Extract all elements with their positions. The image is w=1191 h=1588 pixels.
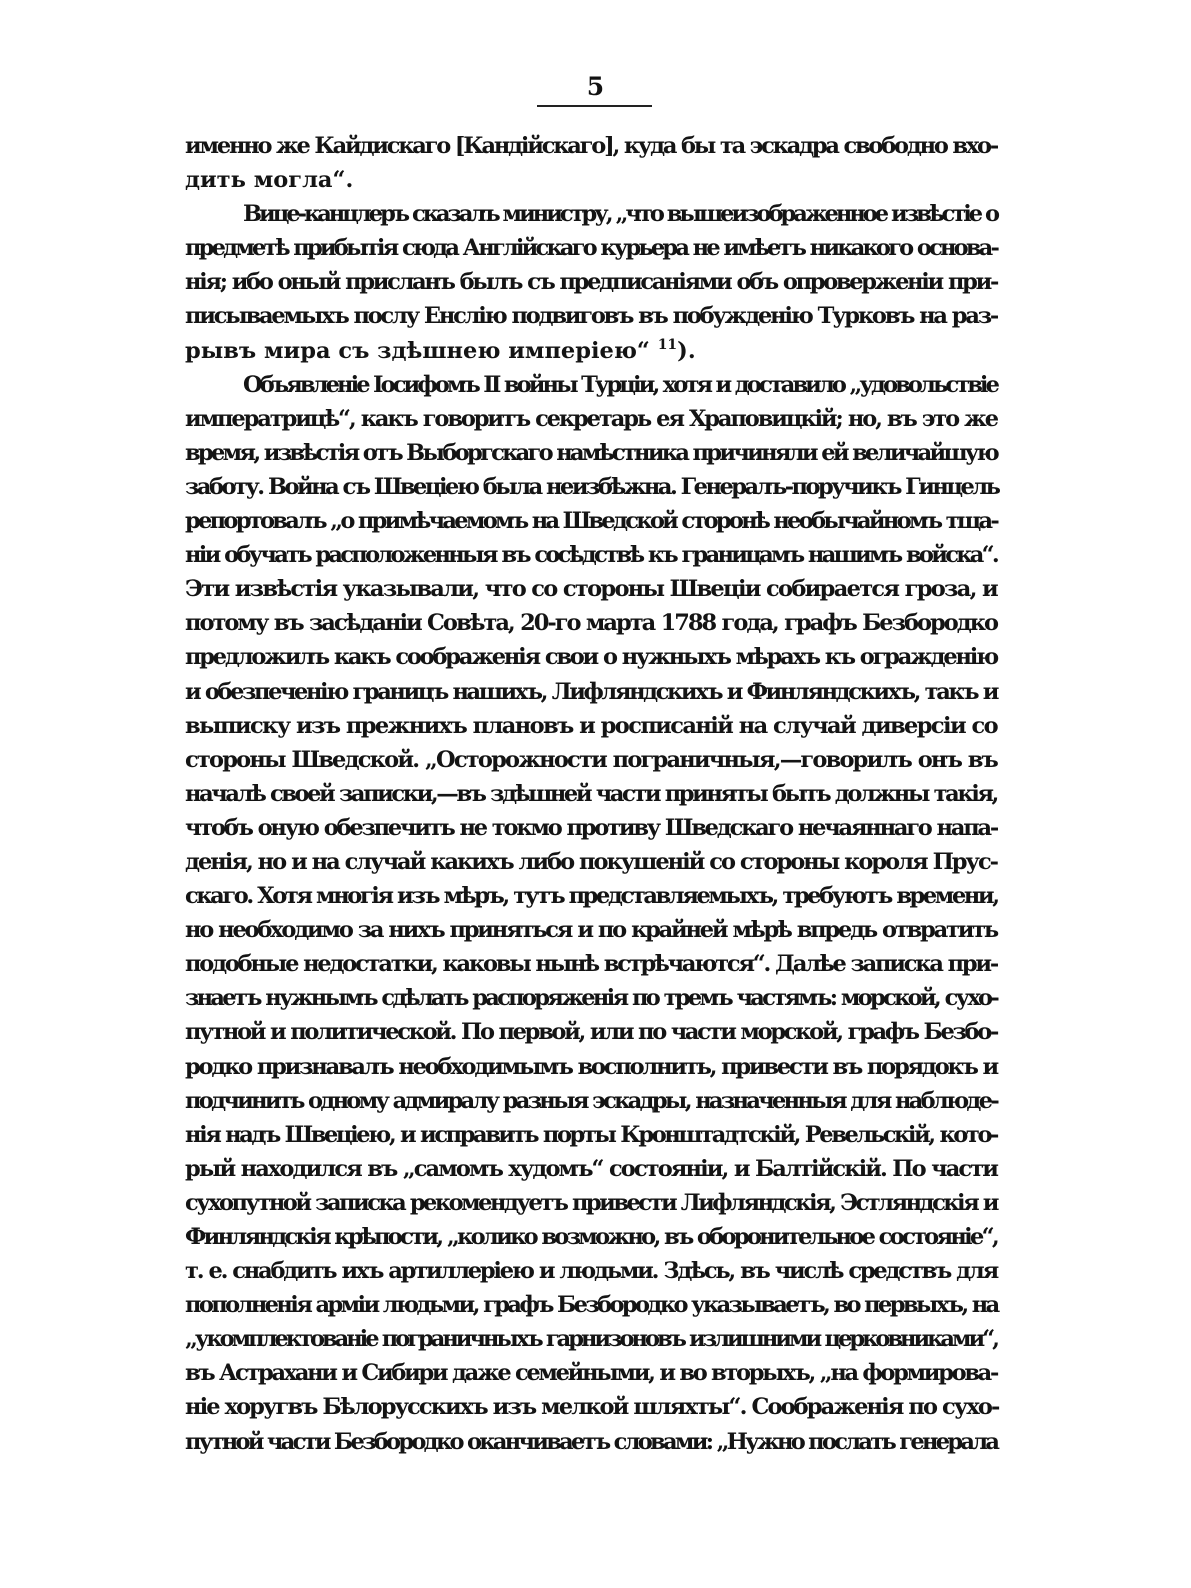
- text-line: заботу. Война съ Швеціею была неизбѣжна. Генералъ-поручикъ Гинцель: [185, 473, 999, 500]
- page-number: 5: [586, 72, 605, 101]
- text-line: нія; ибо оный присланъ былъ съ предписаніями объ опроверженіи при-: [185, 269, 997, 296]
- text-line: предложилъ какъ соображенія свои о нужныхъ мѣрахъ къ огражденію: [185, 644, 997, 671]
- text-line: путной и политической. По первой, или по части морской, графъ Безбо-: [185, 1019, 997, 1046]
- text-line-segment: ).: [677, 337, 696, 364]
- page-number-rule: [537, 105, 652, 107]
- text-line: Объявленіе Іосифомъ II войны Турціи, хотя и доставило „удовольствіе: [243, 371, 997, 398]
- text-line: скаго. Хотя многія изъ мѣръ, тутъ представляемыхъ, требуютъ времени,: [185, 883, 998, 910]
- text-line: пополненія арміи людьми, графъ Безбородко указываетъ, во первыхъ, на: [185, 1292, 998, 1319]
- text-line: подчинить одному адмиралу разныя эскадры, назначенныя для наблюде-: [185, 1087, 997, 1114]
- text-line: въ Астрахани и Сибири даже семейными, и во вторыхъ, „на формирова-: [185, 1360, 997, 1387]
- text-line: денія, но и на случай какихъ либо покушеній со стороны короля Прус-: [185, 848, 997, 875]
- text-line: стороны Шведской. „Осторожности пограничныя,—говорилъ онъ въ: [185, 746, 997, 773]
- text-line: подобные недостатки, каковы нынѣ встрѣчаются“. Далѣе записка при-: [185, 951, 997, 978]
- text-line: чтобъ оную обезпечить не токмо противу Шведскаго нечаяннаго напа-: [185, 814, 997, 841]
- footnote-reference: 11: [657, 336, 678, 353]
- text-line: Вице-канцлеръ сказалъ министру, „что вышеизображенное извѣстіе о: [243, 201, 997, 228]
- text-line: родко признавалъ необходимымъ восполнить, привести въ порядокъ и: [185, 1053, 997, 1080]
- text-line: предметѣ прибытія сюда Англійскаго курьера не имѣетъ никакого основа-: [185, 235, 997, 262]
- text-line: потому въ засѣданіи Совѣта, 20-го марта 1788 года, графъ Безбородко: [185, 610, 997, 637]
- text-line: время, извѣстія отъ Выборгскаго намѣстника причиняли ей величайшую: [185, 439, 997, 466]
- text-line: рый находился въ „самомъ худомъ“ состояніи, и Балтійскій. По части: [185, 1155, 997, 1182]
- body-text: [185, 129, 997, 1459]
- text-line: ніи обучать расположенныя въ сосѣдствѣ къ границамъ нашимъ войска“.: [185, 542, 997, 569]
- text-line: но необходимо за нихъ приняться и по крайней мѣрѣ впредь отвратить: [185, 917, 997, 944]
- text-line: именно же Кайдискаго [Кандійскаго], куда бы та эскадра свободно вхо-: [185, 133, 997, 159]
- text-line: Эти извѣстія указывали, что со стороны Швеціи собирается гроза, и: [185, 576, 997, 603]
- text-line: императрицѣ“, какъ говоритъ секретарь ея Храповицкій; но, въ это же: [185, 405, 997, 432]
- text-line: „укомплектованіе пограничныхъ гарнизоновъ излишними церковниками“,: [185, 1326, 997, 1353]
- text-line: и обезпеченію границъ нашихъ, Лифляндскихъ и Финляндскихъ, такъ и: [185, 678, 997, 705]
- text-line: т. е. снабдить ихъ артиллеріею и людьми. Здѣсь, въ числѣ средствъ для: [185, 1258, 997, 1285]
- text-line: началѣ своей записки,—въ здѣшней части приняты быть должны такія,: [185, 780, 997, 807]
- text-line: выписку изъ прежнихъ плановъ и росписаній на случай диверсіи со: [185, 712, 997, 739]
- text-line: нія надъ Швеціею, и исправить порты Кронштадтскій, Ревельскій, кото-: [185, 1121, 997, 1148]
- text-line: сухопутной записка рекомендуетъ привести Лифляндскія, Эстляндскія и: [185, 1189, 997, 1216]
- text-line: писываемыхъ послу Енслію подвиговъ въ побужденію Турковъ на раз-: [185, 303, 997, 330]
- text-line: дить могла“.: [185, 167, 354, 194]
- text-line-with-footnote: [185, 334, 997, 368]
- text-line-segment: рывъ мира съ здѣшнею имперіею“: [185, 337, 658, 364]
- text-line: ніе хоругвъ Бѣлорусскихъ изъ мелкой шляхты“. Соображенія по сухо-: [185, 1394, 999, 1421]
- text-line: знаетъ нужнымъ сдѣлать распоряженія по тремъ частямъ: морской, сухо-: [185, 985, 997, 1012]
- text-line: Финляндскія крѣпости, „колико возможно, въ оборонительное состояніе“,: [185, 1224, 997, 1250]
- text-line: путной части Безбородко оканчиваетъ словами: „Нужно послать генерала: [185, 1428, 998, 1455]
- text-line: репортовалъ „о примѣчаемомъ на Шведской сторонѣ необычайномъ тща-: [185, 508, 997, 535]
